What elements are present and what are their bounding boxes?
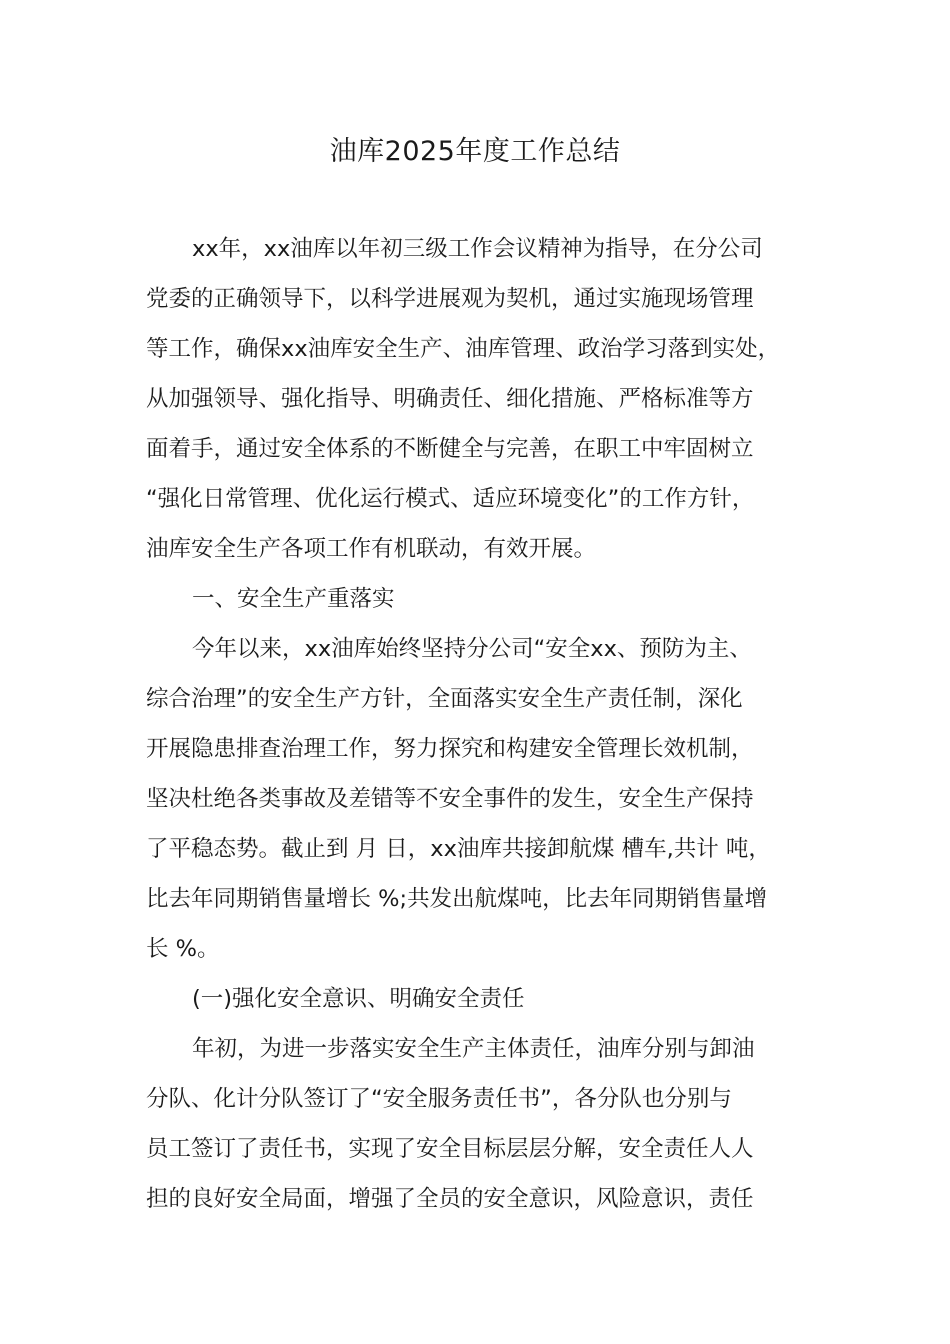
paragraph-line: 年初，为进一步落实安全生产主体责任，油库分别与卸油	[192, 1036, 755, 1062]
paragraph-line: 开展隐患排查治理工作，努力探究和构建安全管理长效机制，	[146, 736, 754, 762]
paragraph-line: 面着手，通过安全体系的不断健全与完善，在职工中牢固树立	[146, 436, 754, 462]
paragraph-line: 综合治理”的安全生产方针，全面落实安全生产责任制，深化	[146, 686, 743, 712]
paragraph-line: 员工签订了责任书，实现了安全目标层层分解，安全责任人人	[146, 1136, 754, 1162]
paragraph-line: 了平稳态势。截止到 月 日，xx油库共接卸航煤 槽车,共计 吨，	[146, 836, 771, 862]
paragraph-line: 分队、化计分队签订了“安全服务责任书”，各分队也分别与	[146, 1086, 732, 1112]
paragraph-line: 比去年同期销售量增长 %;共发出航煤吨，比去年同期销售量增	[146, 886, 768, 912]
paragraph-line: 从加强领导、强化指导、明确责任、细化措施、严格标准等方	[146, 386, 754, 412]
paragraph-line: 长 %。	[146, 936, 220, 962]
paragraph-line: xx年，xx油库以年初三级工作会议精神为指导，在分公司	[192, 236, 763, 262]
paragraph-line: “强化日常管理、优化运行模式、适应环境变化”的工作方针，	[146, 486, 755, 512]
paragraph-line: 担的良好安全局面，增强了全员的安全意识，风险意识，责任	[146, 1186, 754, 1212]
paragraph-line: 党委的正确领导下，以科学进展观为契机，通过实施现场管理	[146, 286, 754, 312]
paragraph-line: 油库安全生产各项工作有机联动，有效开展。	[146, 536, 597, 562]
document-title: 油库2025年度工作总结	[329, 136, 621, 167]
paragraph-line: 坚决杜绝各类事故及差错等不安全事件的发生，安全生产保持	[146, 786, 754, 812]
subsection-heading: (一)强化安全意识、明确安全责任	[192, 986, 525, 1012]
section-heading: 一、安全生产重落实	[192, 586, 395, 612]
paragraph-line: 等工作，确保xx油库安全生产、油库管理、政治学习落到实处，	[146, 336, 781, 362]
paragraph-line: 今年以来，xx油库始终坚持分公司“安全xx、预防为主、	[192, 636, 752, 662]
